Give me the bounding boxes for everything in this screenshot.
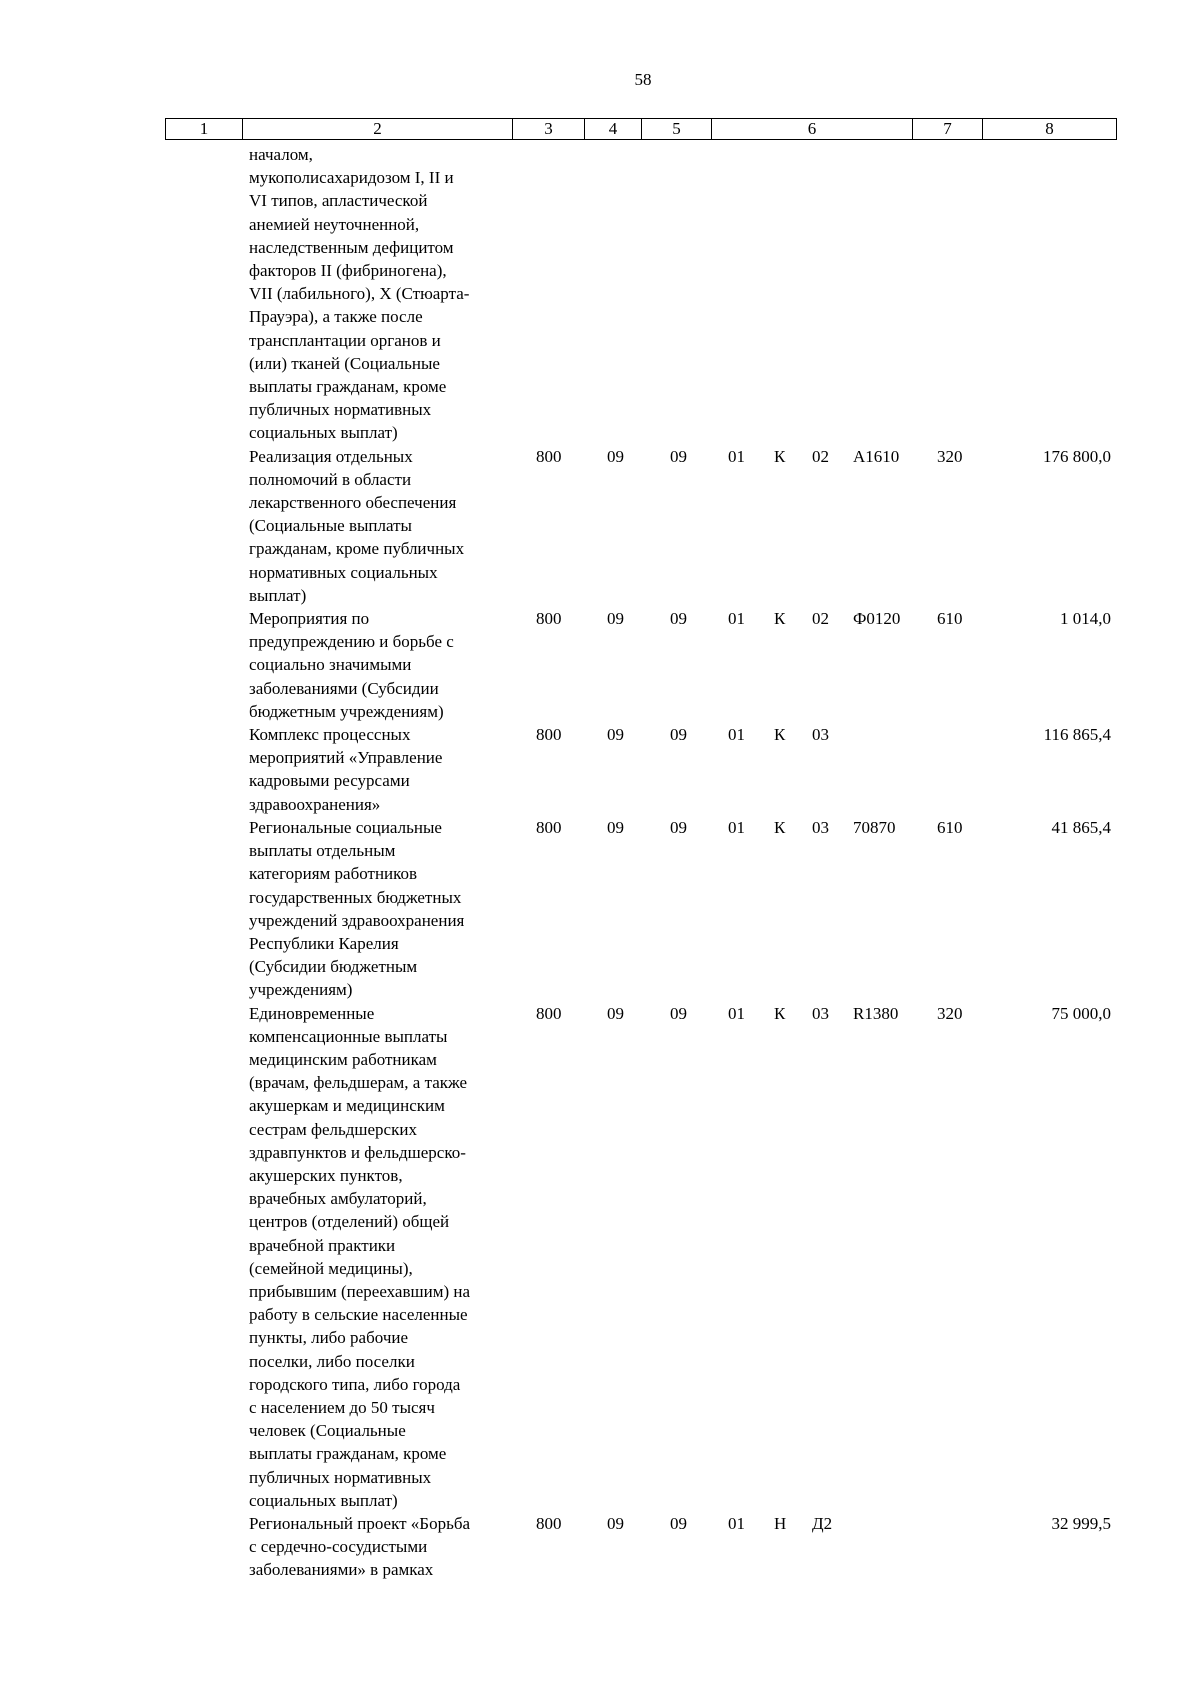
cell-target-code-letter: К	[774, 1003, 786, 1023]
header-col-7: 7	[913, 119, 983, 140]
table-row	[0, 143, 1200, 445]
cell-expense-type: 320	[937, 446, 963, 466]
cell-target-code-letter: К	[774, 725, 786, 745]
row-description: Комплекс процессных мероприятий «Управление кадровыми ресурсами здравоохранения»	[249, 725, 443, 814]
cell-target-code-sub: 03	[812, 817, 829, 837]
cell-target-code-direction: Ф0120	[853, 609, 901, 629]
header-col-2: 2	[243, 119, 513, 140]
cell-razdel: 09	[607, 1513, 624, 1533]
cell-target-code-sub: Д2	[812, 1513, 833, 1533]
header-col-3: 3	[513, 119, 585, 140]
cell-vedomstvo: 800	[536, 446, 562, 466]
cell-amount: 1 014,0	[1060, 609, 1111, 629]
cell-target-code-program: 01	[728, 1513, 745, 1533]
table-row	[0, 607, 1200, 723]
cell-amount: 41 865,4	[1051, 817, 1111, 837]
cell-podrazdel: 09	[670, 817, 687, 837]
row-description: Мероприятия по предупреждению и борьбе с социально значимыми заболеваниями (Субсидии бюджетным учреждениям)	[249, 609, 454, 721]
cell-target-code-program: 01	[728, 725, 745, 745]
header-col-5: 5	[642, 119, 712, 140]
cell-amount: 75 000,0	[1051, 1003, 1111, 1023]
cell-razdel: 09	[607, 446, 624, 466]
cell-expense-type: 610	[937, 609, 963, 629]
cell-podrazdel: 09	[670, 446, 687, 466]
cell-target-code-program: 01	[728, 609, 745, 629]
cell-expense-type: 320	[937, 1003, 963, 1023]
header-col-8: 8	[983, 119, 1117, 140]
table-row	[0, 816, 1200, 1002]
cell-target-code-sub: 03	[812, 725, 829, 745]
cell-target-code-sub: 02	[812, 609, 829, 629]
cell-razdel: 09	[607, 817, 624, 837]
cell-podrazdel: 09	[670, 1003, 687, 1023]
header-col-6: 6	[712, 119, 913, 140]
cell-amount: 32 999,5	[1051, 1513, 1111, 1533]
cell-target-code-letter: Н	[774, 1513, 787, 1533]
header-col-1: 1	[166, 119, 243, 140]
cell-expense-type: 610	[937, 817, 963, 837]
cell-podrazdel: 09	[670, 725, 687, 745]
row-description: началом, мукополисахаридозом I, II и VI типов, апластической анемией неуточненной, наследственным дефицитом факторов II (фибриногена), VII (лабильного), X (Стюарта- Прауэра), а также после трансплантации органов и (или) тканей (Социальные выплаты гражданам, кроме публичных нормативных социальных выплат)	[249, 145, 470, 443]
cell-target-code-direction: 70870	[853, 817, 896, 837]
cell-podrazdel: 09	[670, 1513, 687, 1533]
cell-target-code-sub: 02	[812, 446, 829, 466]
row-description: Региональные социальные выплаты отдельным категориям работников государственных бюджетных учреждений здравоохранения Республики Карелия (Субсидии бюджетным учреждениям)	[249, 817, 465, 1000]
table-body	[0, 143, 1200, 1582]
cell-razdel: 09	[607, 725, 624, 745]
cell-target-code-program: 01	[728, 817, 745, 837]
cell-target-code-letter: К	[774, 817, 786, 837]
row-description: Единовременные компенсационные выплаты медицинским работникам (врачам, фельдшерам, а также акушеркам и медицинским сестрам фельдшерских здравпунктов и фельдшерско- акушерских пунктов, врачебных амбулаторий, центров (отделений) общей врачебной практики (семейной медицины), прибывшим (переехавшим) на работу в сельские населенные пункты, либо рабочие поселки, либо поселки городского типа, либо города с населением до 50 тысяч человек (Социальные выплаты гражданам, кроме публичных нормативных социальных выплат)	[249, 1003, 471, 1510]
cell-target-code-letter: К	[774, 609, 786, 629]
table-row	[0, 1512, 1200, 1582]
cell-vedomstvo: 800	[536, 725, 562, 745]
cell-target-code-direction: R1380	[853, 1003, 899, 1023]
column-header-row	[165, 118, 1117, 140]
cell-amount: 116 865,4	[1043, 725, 1111, 745]
header-col-4: 4	[585, 119, 642, 140]
cell-razdel: 09	[607, 609, 624, 629]
cell-vedomstvo: 800	[536, 1513, 562, 1533]
cell-vedomstvo: 800	[536, 1003, 562, 1023]
table-row	[0, 445, 1200, 607]
cell-vedomstvo: 800	[536, 609, 562, 629]
cell-target-code-letter: К	[774, 446, 786, 466]
table-row	[0, 1002, 1200, 1512]
cell-target-code-program: 01	[728, 1003, 745, 1023]
row-description: Реализация отдельных полномочий в области лекарственного обеспечения (Социальные выплаты гражданам, кроме публичных нормативных социальных выплат)	[249, 446, 465, 605]
table-row	[0, 723, 1200, 816]
row-description: Региональный проект «Борьба с сердечно-сосудистыми заболеваниями» в рамках	[249, 1513, 471, 1580]
cell-podrazdel: 09	[670, 609, 687, 629]
cell-vedomstvo: 800	[536, 817, 562, 837]
cell-razdel: 09	[607, 1003, 624, 1023]
cell-target-code-program: 01	[728, 446, 745, 466]
page-number: 58	[634, 70, 652, 89]
cell-amount: 176 800,0	[1043, 446, 1111, 466]
cell-target-code-direction: А1610	[853, 446, 900, 466]
cell-target-code-sub: 03	[812, 1003, 829, 1023]
